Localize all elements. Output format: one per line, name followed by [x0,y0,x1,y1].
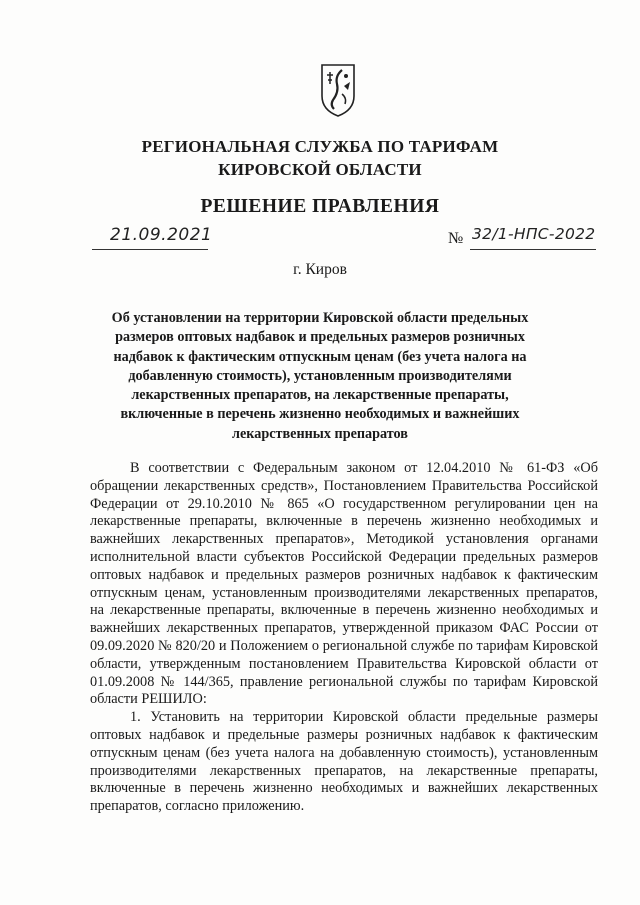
document-type-heading: РЕШЕНИЕ ПРАВЛЕНИЯ [200,196,440,217]
decision-item-1: 1. Установить на территории Кировской области предельные размеры оптовых надбавок и предельные размеры розничных надбавок к фактическим отпускным ценам (без учета налога на добавленную стоимость), установленным производителями лекарственных препаратов, на лекарственные препараты, включенные в перечень жизненно необходимых и важнейших лекарственных препаратов, согласно приложению. [90,709,598,815]
organization-name-line2: КИРОВСКОЙ ОБЛАСТИ [218,160,422,179]
organization-name-line1: РЕГИОНАЛЬНАЯ СЛУЖБА ПО ТАРИФАМ [141,137,499,156]
document-date: 21.09.2021 [110,225,213,245]
document-title: Об установлении на территории Кировской области предельных размеров оптовых надбавок и предельных размеров розничных надбавок к фактическим отпускным ценам (без учета налога на добавленную стоимость), установленным производителями лекарственных препаратов, на лекарственные препараты, включенные в перечень жизненно необходимых и важнейших лекарственных препаратов [111,310,529,442]
number-label: № [448,230,464,247]
city: г. Киров [293,261,347,278]
document-number: 32/1-НПС-2022 [472,225,596,243]
kirov-coat-of-arms-icon [318,62,358,118]
preamble-paragraph: В соответствии с Федеральным законом от 12.04.2010 № 61-ФЗ «Об обращении лекарственных средств», Постановлением Правительства Российской Федерации от 29.10.2010 № 865 «О государственном регулировании цен на лекарственные препараты, включенные в перечень жизненно необходимых и важнейших лекарственных препаратов», Методикой установления органами исполнительной власти субъектов Российской Федерации предельных размеров оптовых надбавок и предельных размеров розничных надбавок к фактическим отпускным ценам, установленным производителями лекарственных препаратов, на лекарственные препараты, включенные в перечень жизненно необходимых и важнейших лекарственных препаратов, утвержденной приказом ФАС России от 09.09.2020 № 820/20 и Положением о региональной службе по тарифам Кировской области, утвержденным постановлением Правительства Кировской области от 01.09.2008 № 144/365, правление региональной службы по тарифам Кировской области РЕШИЛО: [90,460,598,708]
document-body [90,460,598,816]
